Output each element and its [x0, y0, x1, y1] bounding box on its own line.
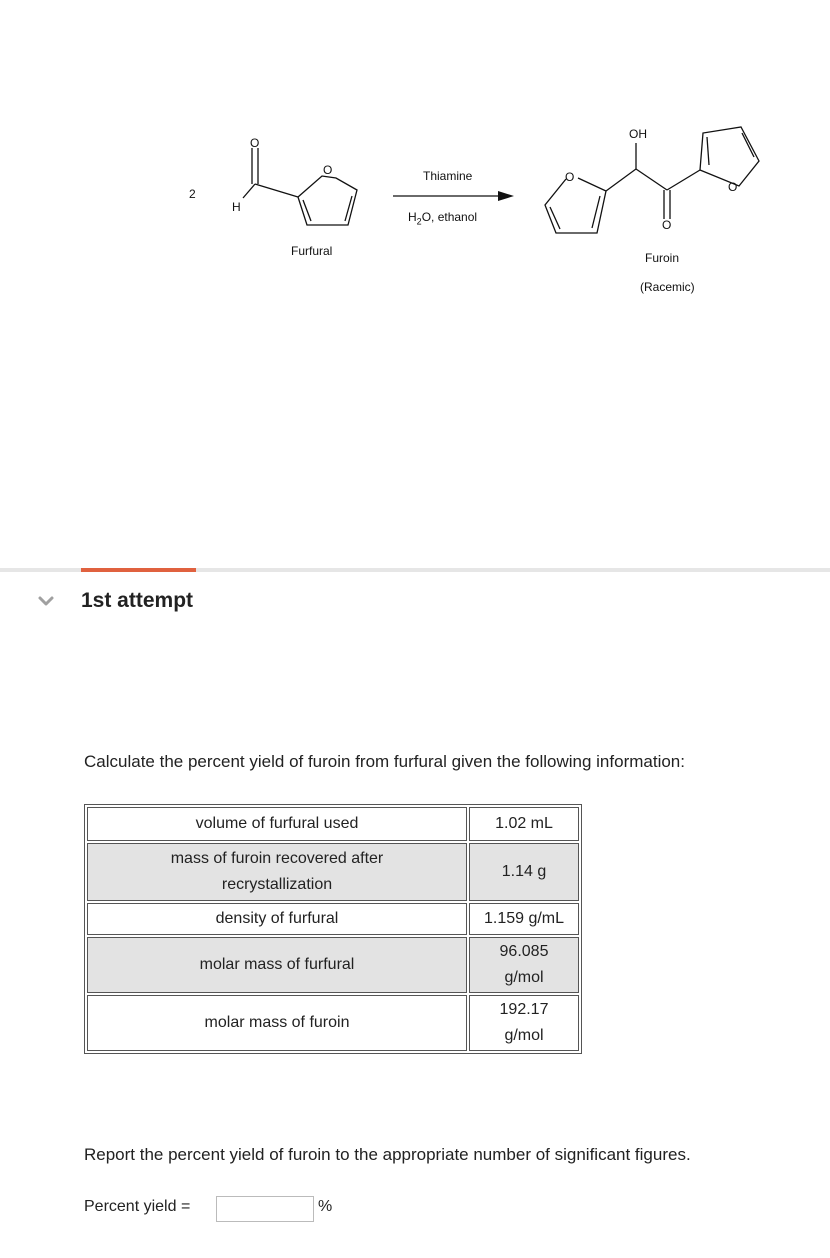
- row-label: molar mass of furoin: [87, 995, 467, 1051]
- table-row: [87, 807, 579, 841]
- furoin-right-ring-double-a: [707, 137, 709, 165]
- furfural-ring-double-a: [345, 196, 352, 221]
- aldehyde-ring-bond: [255, 184, 298, 197]
- aldehyde-h-bond: [243, 184, 255, 198]
- carbonyl-oxygen-label: O: [250, 136, 260, 150]
- furoin-chain-bond-c: [667, 170, 700, 190]
- percent-yield-label: Percent yield =: [84, 1198, 191, 1215]
- product-note: (Racemic): [640, 280, 695, 294]
- furoin-left-ring-double-a: [550, 207, 560, 229]
- table-row: [87, 843, 579, 901]
- table-row: [87, 937, 579, 993]
- row-value: 1.02 mL: [469, 807, 579, 841]
- table-row: [87, 903, 579, 935]
- row-value: 1.159 g/mL: [469, 903, 579, 935]
- furoin-chain-bond-b: [636, 169, 667, 190]
- row-label: density of furfural: [87, 903, 467, 935]
- furoin-right-ring-double-b: [742, 133, 754, 157]
- furoin-left-ring: [545, 178, 606, 233]
- row-label-line: mass of furoin recovered after: [170, 850, 384, 867]
- reaction-arrow-head: [498, 191, 514, 201]
- furfural-ring: [298, 176, 357, 225]
- reaction-scheme-drawing: [0, 0, 830, 320]
- percent-unit: %: [318, 1198, 333, 1215]
- furoin-right-oxygen-label: O: [728, 180, 738, 194]
- row-value-line: 96.085: [499, 943, 549, 960]
- reagent-top: Thiamine: [423, 169, 473, 183]
- table-row: [87, 995, 579, 1051]
- row-value: 1.14 g: [469, 843, 579, 901]
- row-value-line: 192.17: [499, 1001, 549, 1018]
- chevron-down-icon[interactable]: [37, 594, 55, 608]
- percent-yield-input[interactable]: [216, 1196, 314, 1222]
- furoin-chain-bond-a: [606, 169, 636, 191]
- row-label: molar mass of furfural: [87, 937, 467, 993]
- attempt-progress-bar: [81, 568, 196, 572]
- reactant-name: Furfural: [291, 244, 333, 258]
- row-value-line: g/mol: [504, 1027, 544, 1044]
- question-text: Calculate the percent yield of furoin from furfural given the following information:: [84, 752, 685, 771]
- furoin-left-oxygen-label: O: [565, 170, 575, 184]
- product-name: Furoin: [645, 251, 680, 265]
- reaction-scheme: [0, 0, 830, 320]
- row-label: volume of furfural used: [87, 807, 467, 841]
- row-value: [469, 937, 579, 993]
- row-value-line: g/mol: [504, 969, 544, 986]
- furoin-carbonyl-oxygen-label: O: [662, 218, 672, 232]
- attempt-title: 1st attempt: [81, 589, 194, 612]
- reagent-bottom: $H_2O$, ethanol: [408, 210, 478, 227]
- furfural-ring-oxygen-label: O: [323, 163, 333, 177]
- row-value: [469, 995, 579, 1051]
- report-instruction: Report the percent yield of furoin to the appropriate number of significant figures.: [84, 1145, 691, 1164]
- aldehyde-hydrogen-label: H: [232, 200, 241, 214]
- stoich-coefficient: 2: [189, 187, 196, 201]
- data-table: [84, 804, 582, 1054]
- hydroxyl-label: OH: [629, 127, 647, 141]
- row-label: [87, 843, 467, 901]
- row-label-line: recrystallization: [221, 876, 333, 893]
